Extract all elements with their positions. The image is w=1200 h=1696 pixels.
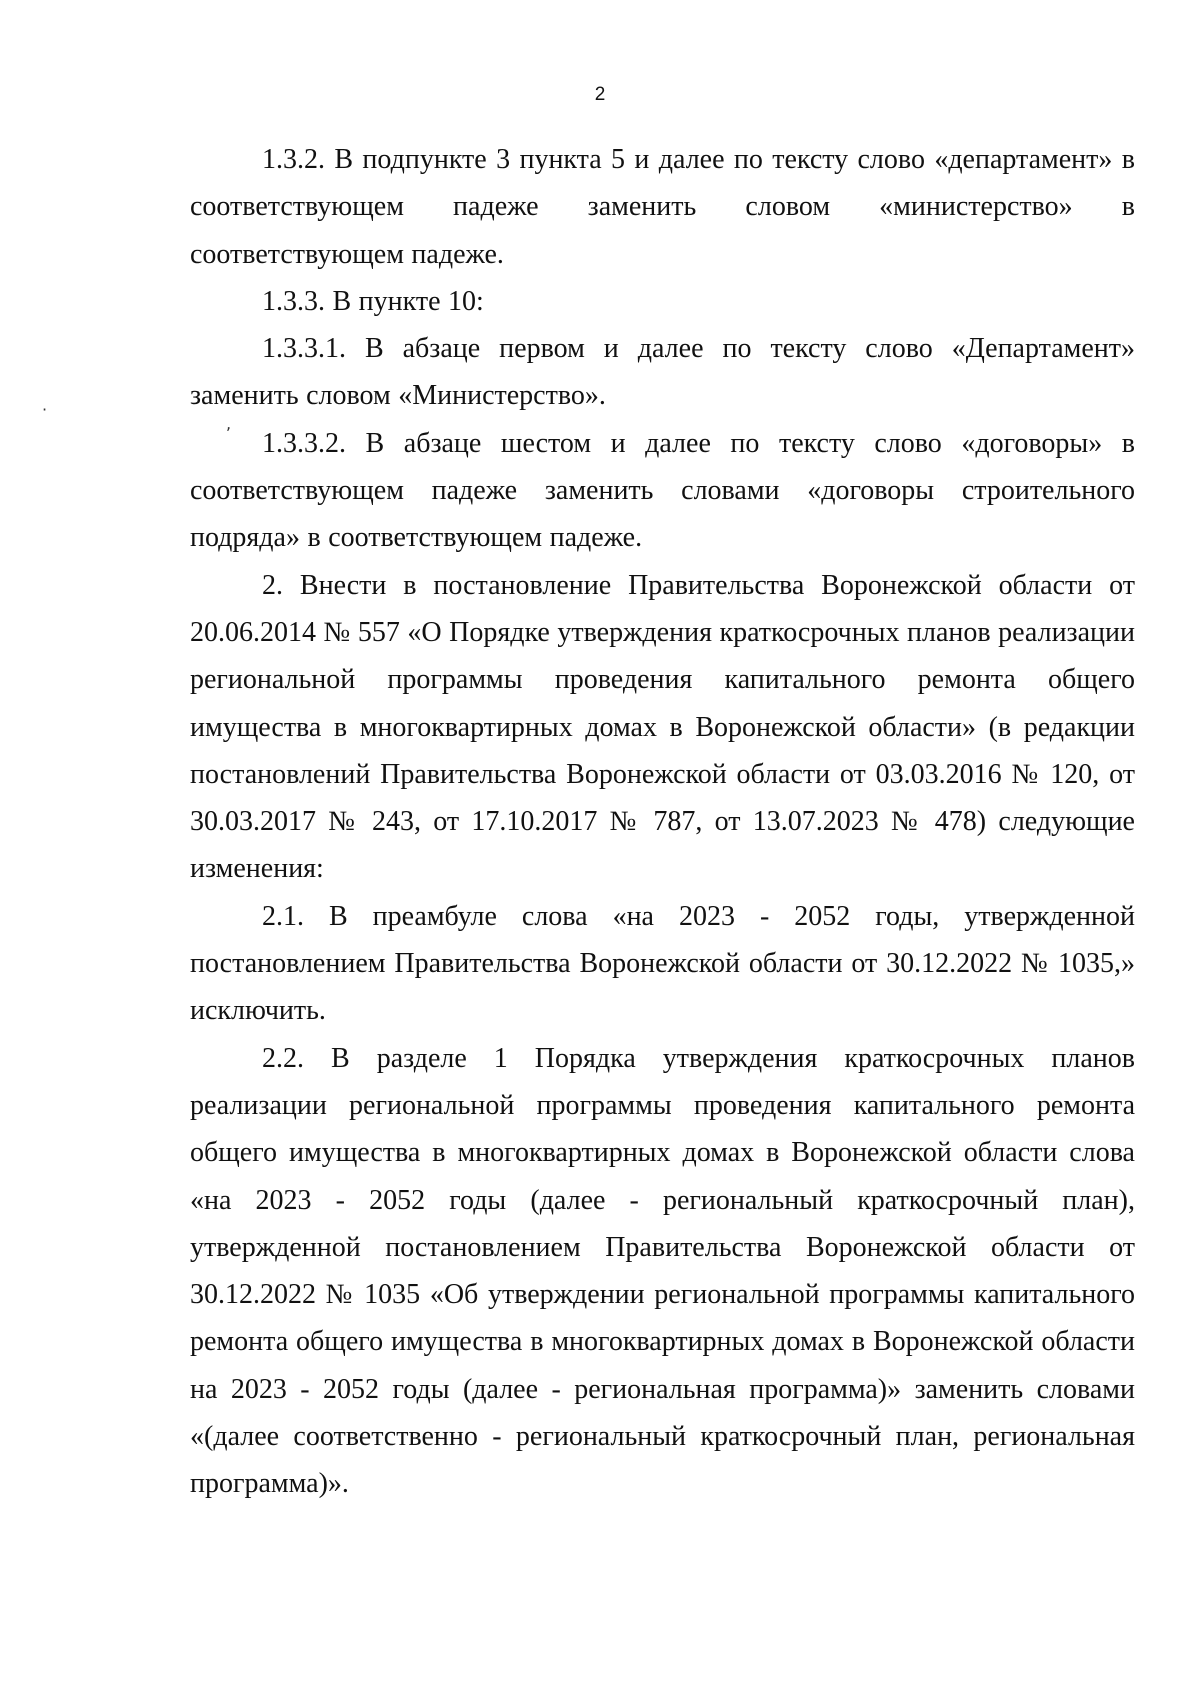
paragraph-1-3-3-1: 1.3.3.1. В абзаце первом и далее по тексту слово «Департамент» заменить словом «Министерство». [190, 333, 1135, 412]
scan-dot-mark: · [42, 400, 48, 419]
paragraph-2-2: 2.2. В разделе 1 Порядка утверждения краткосрочных планов реализации региональной программы проведения капитального ремонта общего имущества в многоквартирных домах в Воронежской области слова «на 2023 - 2052 годы (далее - региональный краткосрочный план), утвержденной постановлением Правительства Воронежской области от 30.12.2022 № 1035 «Об утверждении региональной программы капитального ремонта общего имущества в многоквартирных домах в Воронежской области на 2023 - 2052 годы (далее - региональная программа)» заменить словами «(далее соответственно - региональный краткосрочный план, региональная программа)». [190, 1042, 1135, 1500]
paragraph-2-1: 2.1. В преамбуле слова «на 2023 - 2052 годы, утвержденной постановлением Правительства Воронежской области от 30.12.2022 № 1035,» исключить. [190, 900, 1135, 1027]
document-body [190, 136, 1135, 1508]
paragraph-1-3-2: 1.3.2. В подпункте 3 пункта 5 и далее по тексту слово «департамент» в соответствующем падеже заменить словом «министерство» в соответствующем падеже. [190, 144, 1135, 270]
scan-tick-mark: , [226, 414, 232, 433]
page-number: 2 [594, 84, 606, 105]
paragraph-1-3-3: 1.3.3. В пункте 10: [262, 285, 484, 317]
paragraph-2: 2. Внести в постановление Правительства Воронежской области от 20.06.2014 № 557 «О Порядке утверждения краткосрочных планов реализации региональной программы проведения капитального ремонта общего имущества в многоквартирных домах в Воронежской области» (в редакции постановлений Правительства Воронежской области от 03.03.2016 № 120, от 30.03.2017 № 243, от 17.10.2017 № 787, от 13.07.2023 № 478) следующие изменения: [190, 569, 1135, 885]
paragraph-1-3-3-2: 1.3.3.2. В абзаце шестом и далее по тексту слово «договоры» в соответствующем падеже заменить словами «договоры строительного подряда» в соответствующем падеже. [190, 427, 1135, 554]
